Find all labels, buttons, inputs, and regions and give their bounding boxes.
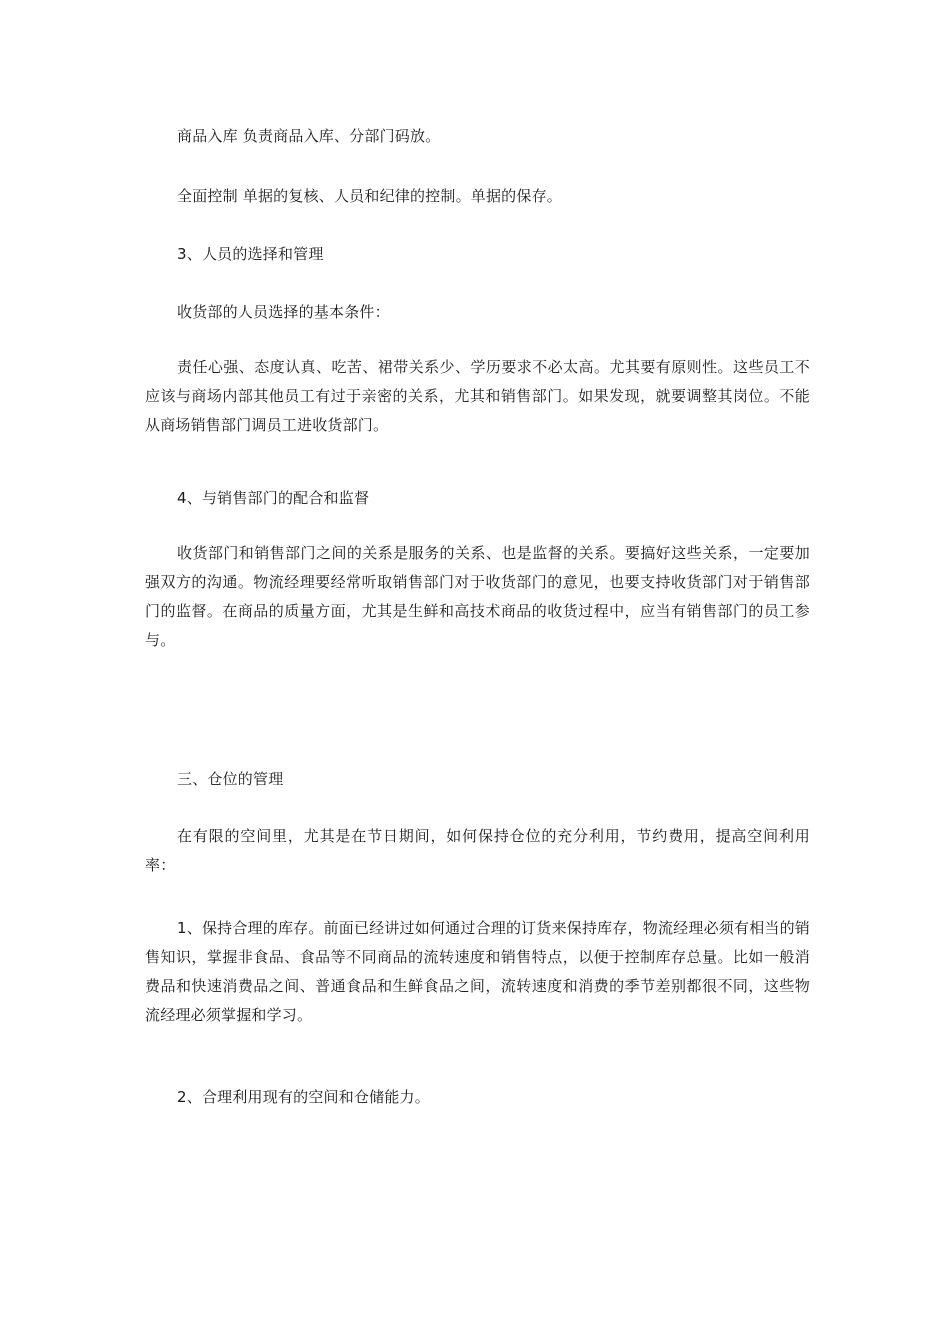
paragraph-reasonable-inventory: 1、保持合理的库存。前面已经讲过如何通过合理的订货来保持库存，物流经理必须有相当的销售知识，掌握非食品、食品等不同商品的流转速度和销售特点，以便于控制库存总量。比如一般消费品和快速消费品之间、普通食品和生鲜食品之间，流转速度和消费的季节差别都很不同，这些物流经理必须掌握和学习。: [145, 919, 810, 1024]
section-heading-sales-cooperation: 4、与销售部门的配合和监督: [177, 489, 370, 507]
paragraph-staff-requirements: 责任心强、态度认真、吃苦、裙带关系少、学历要求不必太高。尤其要有原则性。这些员工不应该与商场内部其他员工有过于亲密的关系，尤其和销售部门。如果发现，就要调整其岗位。不能从商场销售部门调员工进收货部门。: [145, 358, 810, 434]
paragraph-basic-conditions: 收货部的人员选择的基本条件：: [177, 303, 390, 321]
paragraph-goods-storage: 商品入库 负责商品入库、分部门码放。: [177, 127, 441, 145]
section-heading-staff-selection: 3、人员的选择和管理: [177, 245, 324, 263]
section-heading-warehouse-management: 三、仓位的管理: [177, 770, 284, 788]
paragraph-overall-control: 全面控制 单据的复核、人员和纪律的控制。单据的保存。: [177, 187, 562, 205]
paragraph-sales-relationship: 收货部门和销售部门之间的关系是服务的关系、也是监督的关系。要搞好这些关系，一定要加强双方的沟通。物流经理要经常听取销售部门对于收货部门的意见，也要支持收货部门对于销售部门的监督。在商品的质量方面，尤其是生鲜和高技术商品的收货过程中，应当有销售部门的员工参与。: [145, 544, 810, 649]
paragraph-space-utilization: 在有限的空间里，尤其是在节日期间，如何保持仓位的充分利用，节约费用，提高空间利用率：: [145, 827, 810, 874]
paragraph-space-capacity: 2、合理利用现有的空间和仓储能力。: [177, 1088, 430, 1106]
